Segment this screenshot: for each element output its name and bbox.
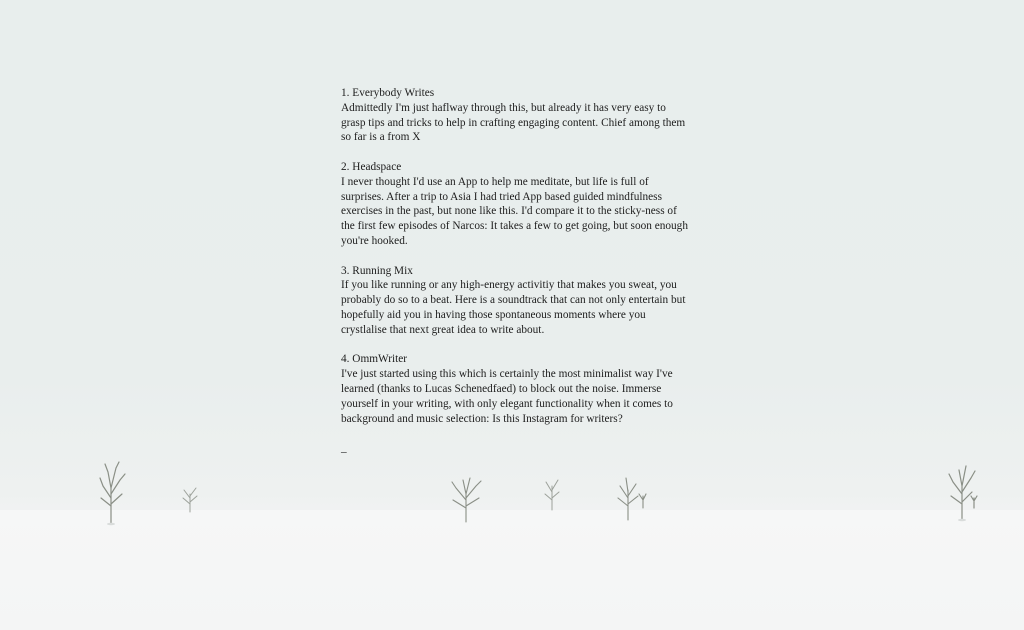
entry-body: I've just started using this which is certainly the most minimalist way I've learned (thanks to Lucas Schenedfaed) to block out the noise. Immerse yourself in your writing, with only elegant functionality when it comes to background and music selection: Is this Instagram for writers? [341, 368, 673, 425]
bare-tree-icon [96, 458, 130, 526]
snow-field [0, 510, 1024, 630]
list-item [341, 352, 691, 426]
writing-area[interactable] [341, 86, 691, 455]
entry-title: 1. Everybody Writes [341, 87, 435, 99]
entry-body: I never thought I'd use an App to help me meditate, but life is full of surprises. After a trip to Asia I had tried App based guided mindfulness exercises in the past, but none like this. I'd compare it to the sticky-ness of the first few episodes of Narcos: It takes a few to get going, but soon enough you're hooked. [341, 175, 688, 247]
entry-body: If you like running or any high-energy activitiy that makes you sweat, you probably do so to a beat. Here is a soundtrack that can not only entertain but hopefully aid you in having those spontaneous moments where you crystlalise that next great idea to write about. [341, 279, 686, 336]
list-item [341, 86, 691, 145]
entry-title: 4. OmmWriter [341, 353, 408, 366]
text-cursor: _ [341, 442, 347, 455]
bare-tree-icon [614, 472, 648, 522]
list-item [341, 160, 691, 249]
bare-tree-icon [541, 474, 563, 512]
bare-tree-icon [944, 458, 980, 522]
list-item [341, 264, 691, 338]
entry-title: 3. Running Mix [341, 264, 413, 277]
bare-tree-icon [180, 480, 202, 514]
entry-body: Admittedly I'm just haflway through this, but already it has very easy to grasp tips and tricks to help in crafting engaging content. Chief among them so far is a from X [341, 101, 686, 144]
bare-tree-icon [446, 472, 486, 524]
entry-title: 2. Headspace [341, 160, 402, 173]
